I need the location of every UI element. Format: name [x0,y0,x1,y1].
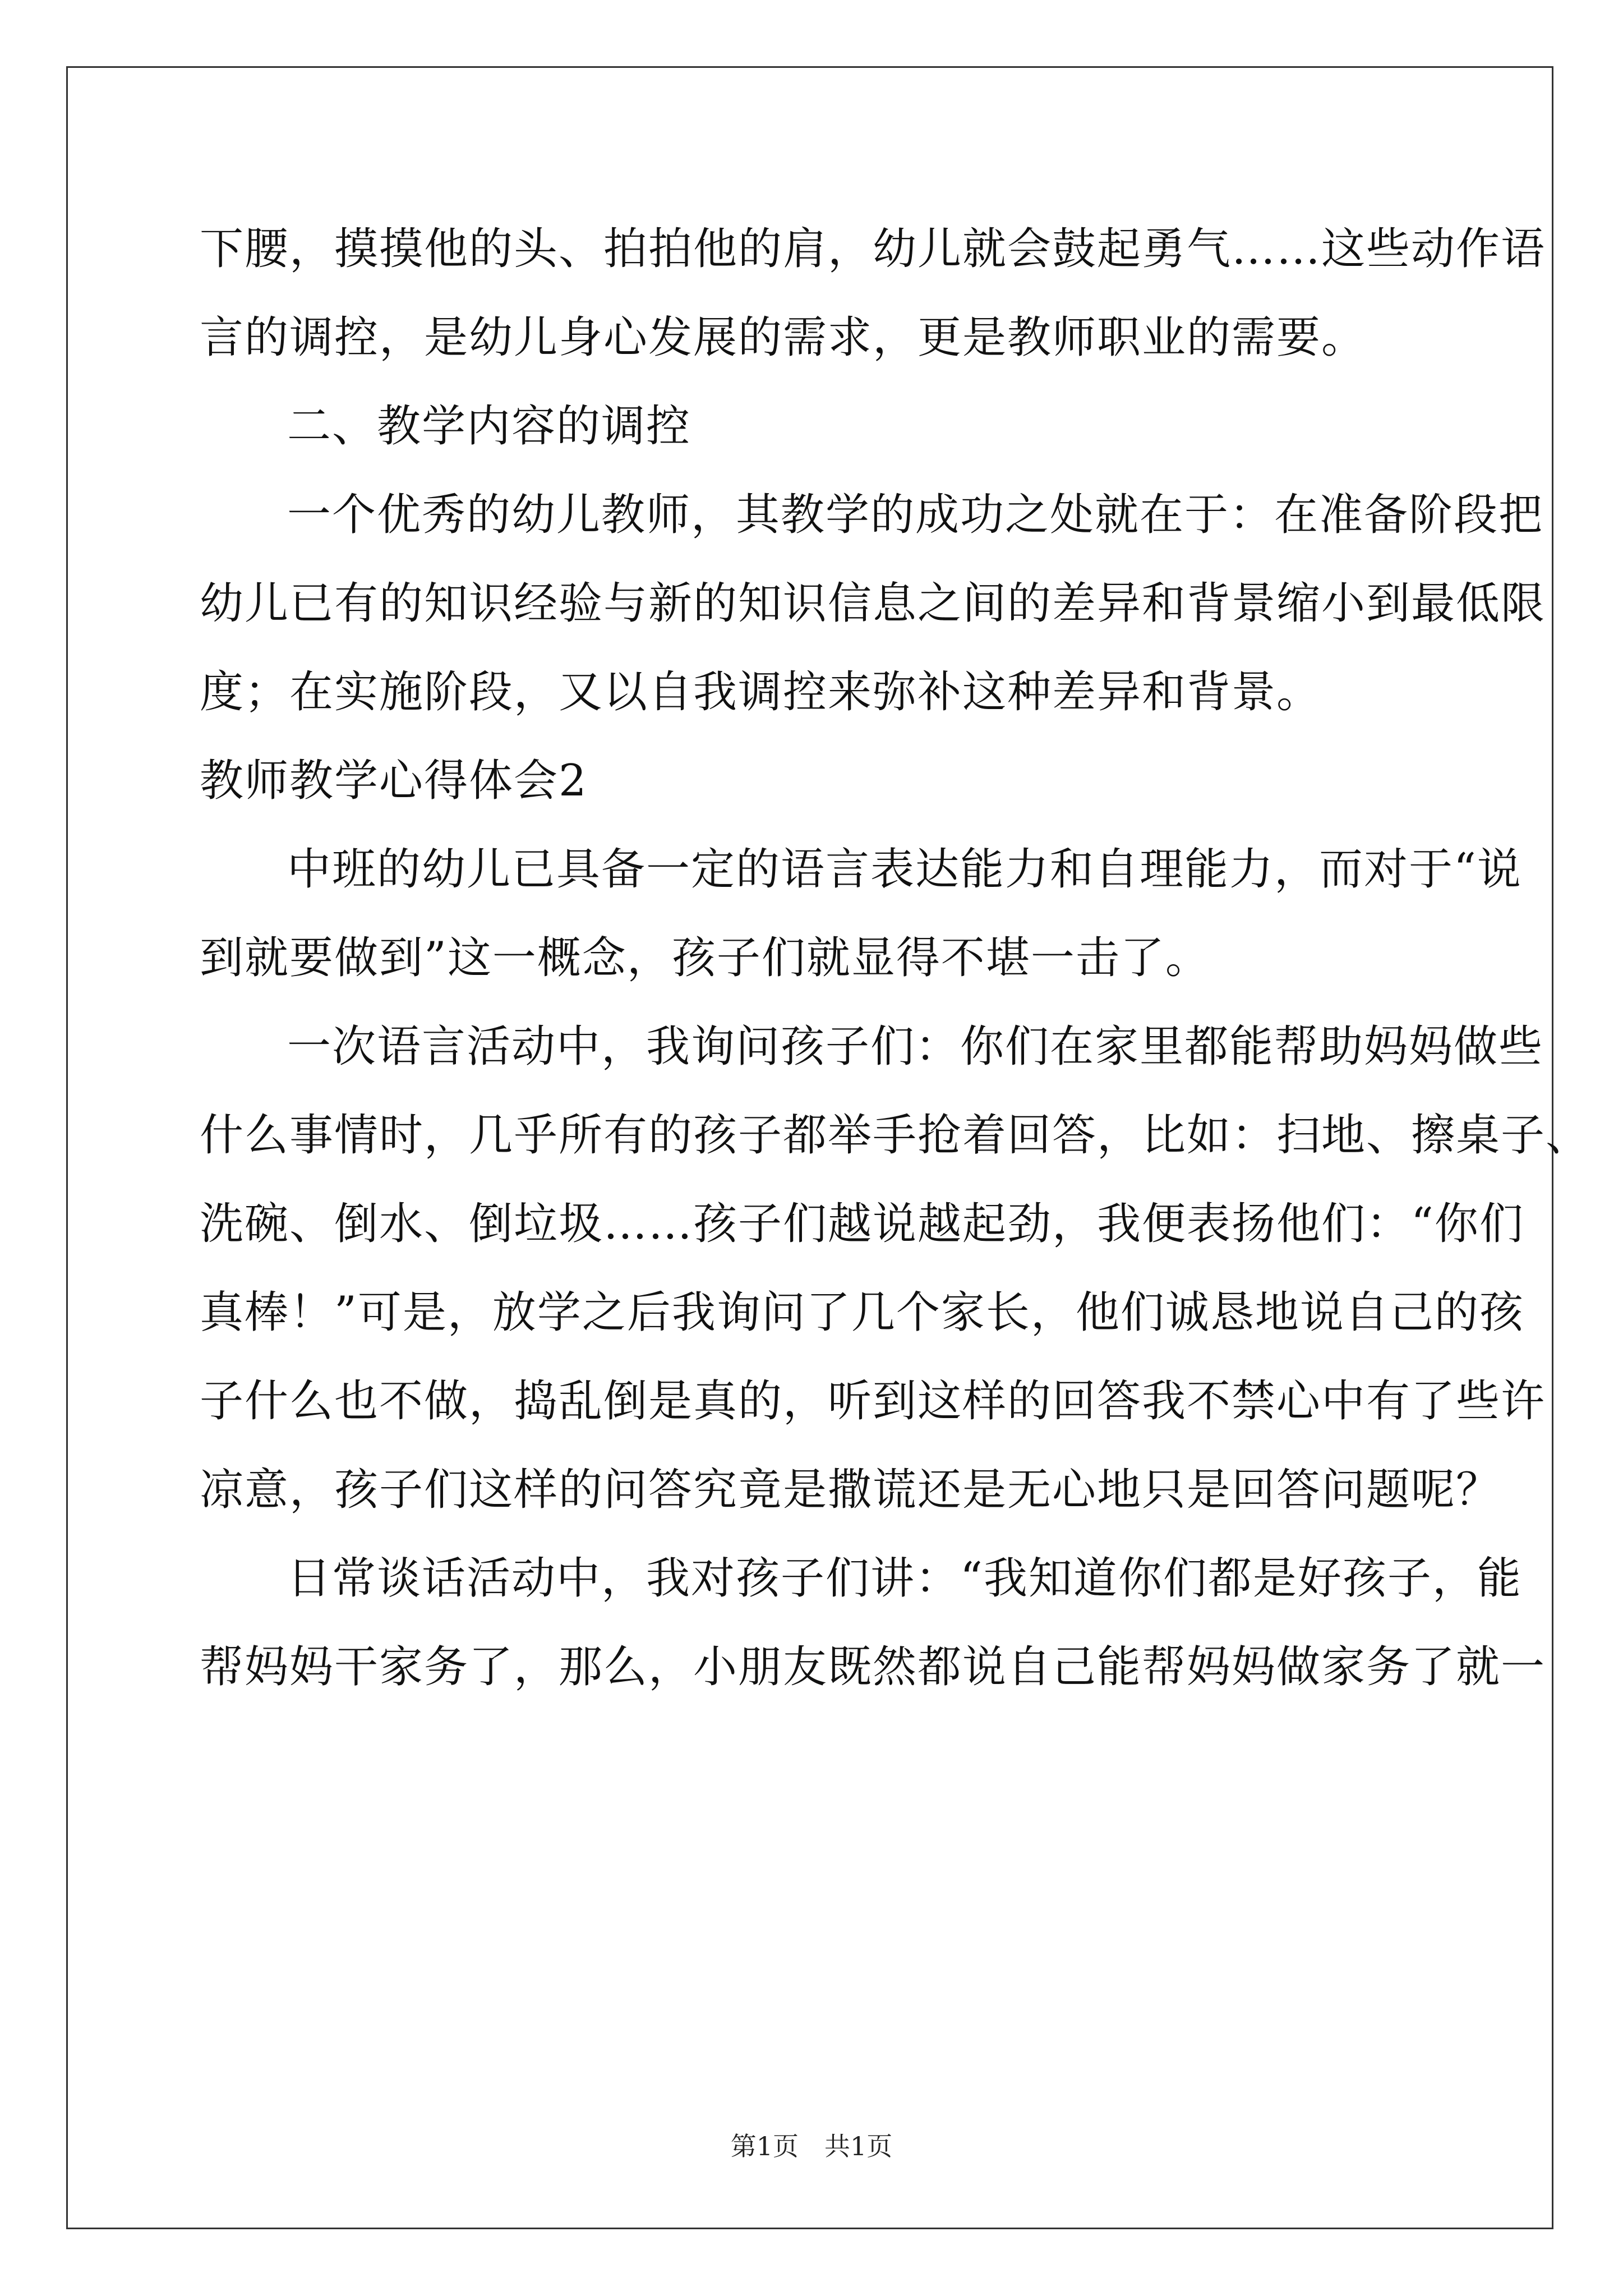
text-line-14: 子什么也不做，捣乱倒是真的，听到这样的回答我不禁心中有了些许 [200,1376,1546,1427]
section-heading: 二、教学内容的调控 [287,401,691,452]
text-line-1: 下腰，摸摸他的头、拍拍他的肩，幼儿就会鼓起勇气……这些动作语 [200,224,1546,274]
text-line-17: 帮妈妈干家务了，那么，小朋友既然都说自己能帮妈妈做家务了就一 [200,1642,1546,1692]
text-line-2: 言的调控，是幼儿身心发展的需求，更是教师职业的需要。 [200,312,1367,363]
text-line-13: 真棒！”可是，放学之后我询问了几个家长，他们诚恳地说自己的孩 [200,1287,1524,1338]
text-line-8: 中班的幼儿已具备一定的语言表达能力和自理能力，而对于“说 [287,844,1522,895]
text-line-9: 到就要做到”这一概念，孩子们就显得不堪一击了。 [200,933,1210,983]
text-line-16: 日常谈话活动中，我对孩子们讲：“我知道你们都是好孩子，能 [287,1553,1522,1604]
article-title: 教师教学心得体会2 [200,756,588,806]
text-line-10: 一次语言活动中，我询问孩子们：你们在家里都能帮助妈妈做些 [287,1022,1544,1072]
text-line-11: 什么事情时，几乎所有的孩子都举手抢着回答，比如：扫地、擦桌子、 [200,1110,1591,1161]
text-line-12: 洗碗、倒水、倒垃圾……孩子们越说越起劲，我便表扬他们：“你们 [200,1199,1524,1249]
document-body [200,205,1591,1711]
text-line-15: 凉意，孩子们这样的问答究竟是撒谎还是无心地只是回答问题呢？ [200,1465,1501,1515]
text-line-6: 度；在实施阶段，又以自我调控来弥补这种差异和背景。 [200,667,1322,717]
text-line-4: 一个优秀的幼儿教师，其教学的成功之处就在于：在准备阶段把 [287,490,1544,540]
page-footer: 第1页 共1页 [730,2131,893,2161]
text-line-5: 幼儿已有的知识经验与新的知识信息之间的差异和背景缩小到最低限 [200,578,1546,629]
